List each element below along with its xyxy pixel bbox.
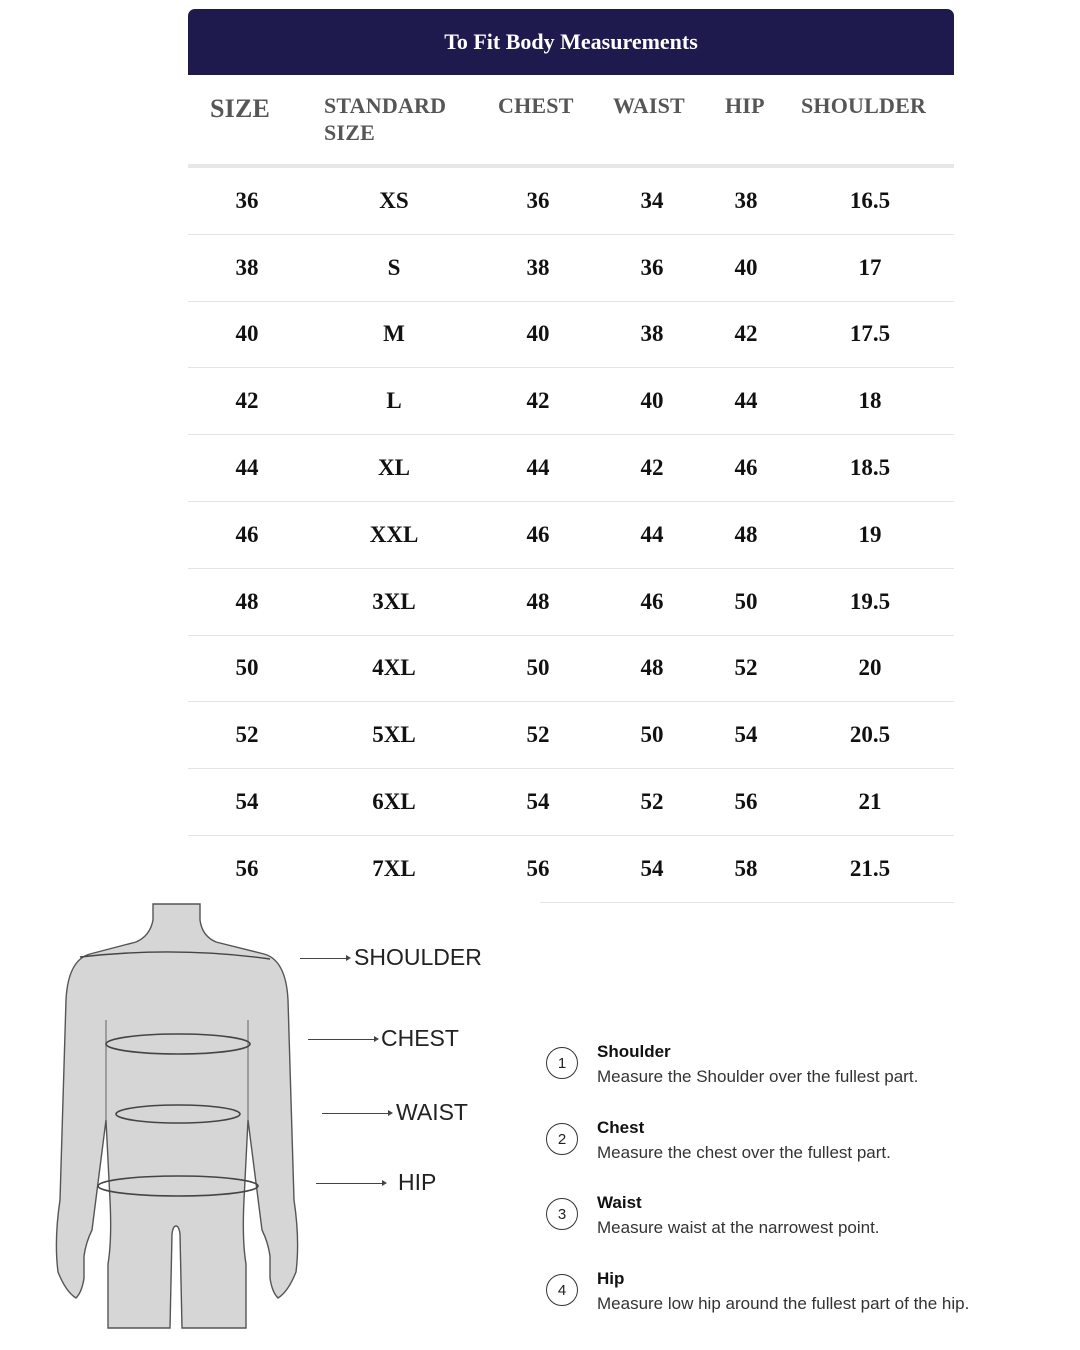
torso-silhouette (56, 904, 297, 1328)
cell-size: 56 (235, 856, 259, 882)
cell-size: 42 (235, 388, 259, 414)
cell-size: 40 (235, 321, 259, 347)
column-header-standard-line1: STANDARD (324, 93, 447, 118)
tip-number-badge: 2 (546, 1123, 578, 1155)
cell-standard-size: 6XL (372, 789, 416, 815)
table-row (188, 836, 954, 903)
cell-shoulder: 18 (858, 388, 882, 414)
cell-standard-size: L (386, 388, 402, 414)
column-header-hip: HIP (725, 93, 765, 118)
cell-chest: 52 (526, 722, 550, 748)
cell-hip: 46 (734, 455, 758, 481)
body-silhouette-figure (50, 900, 310, 1340)
cell-waist: 40 (640, 388, 664, 414)
cell-shoulder: 20 (858, 655, 882, 681)
cell-hip: 52 (734, 655, 758, 681)
cell-waist: 36 (640, 254, 664, 280)
cell-standard-size: 3XL (372, 588, 416, 614)
cell-hip: 48 (734, 521, 758, 547)
cell-shoulder: 17 (858, 254, 882, 280)
figure-label-chest: CHEST (381, 1025, 459, 1051)
cell-hip: 54 (734, 722, 758, 748)
cell-standard-size: 4XL (372, 655, 416, 681)
cell-chest: 54 (526, 789, 550, 815)
table-row (188, 435, 954, 502)
cell-chest: 42 (526, 388, 550, 414)
table-row (188, 502, 954, 569)
cell-hip: 58 (734, 856, 758, 882)
cell-standard-size: XS (379, 187, 409, 213)
figure-label-shoulder: SHOULDER (354, 944, 482, 970)
cell-waist: 38 (640, 321, 664, 347)
cell-waist: 46 (640, 588, 664, 614)
hip-arrow-icon (316, 1183, 384, 1184)
cell-chest: 38 (526, 254, 550, 280)
table-row (188, 769, 954, 836)
cell-standard-size: XL (378, 455, 410, 481)
table-row (188, 569, 954, 636)
cell-waist: 44 (640, 521, 664, 547)
cell-hip: 56 (734, 789, 758, 815)
cell-size: 54 (235, 789, 259, 815)
table-row (188, 702, 954, 769)
cell-shoulder: 17.5 (849, 321, 891, 347)
cell-size: 50 (235, 655, 259, 681)
cell-standard-size: S (387, 254, 401, 280)
tip-text: Measure waist at the narrowest point. (597, 1218, 880, 1237)
cell-standard-size: M (383, 321, 405, 347)
cell-waist: 48 (640, 655, 664, 681)
table-row (188, 168, 954, 235)
cell-chest: 44 (526, 455, 550, 481)
table-row (188, 368, 954, 435)
tip-title: Waist (597, 1193, 642, 1212)
tip-text: Measure low hip around the fullest part of the hip. (597, 1294, 970, 1313)
tip-number-badge: 4 (546, 1274, 578, 1306)
cell-hip: 44 (734, 388, 758, 414)
tip-title: Shoulder (597, 1042, 671, 1061)
column-header-size: SIZE (210, 94, 271, 123)
cell-waist: 34 (640, 187, 664, 213)
cell-size: 48 (235, 588, 259, 614)
cell-waist: 52 (640, 789, 664, 815)
cell-chest: 40 (526, 321, 550, 347)
waist-arrow-icon (322, 1113, 390, 1114)
table-row (188, 302, 954, 369)
cell-size: 46 (235, 521, 259, 547)
cell-size: 36 (235, 187, 259, 213)
column-header-standard-size (324, 92, 446, 146)
cell-standard-size: 5XL (372, 722, 416, 748)
tip-text: Measure the Shoulder over the fullest part. (597, 1067, 919, 1086)
cell-chest: 36 (526, 187, 550, 213)
cell-shoulder: 16.5 (849, 187, 891, 213)
figure-label-hip: HIP (398, 1169, 437, 1195)
cell-shoulder: 21 (858, 789, 882, 815)
cell-waist: 54 (640, 856, 664, 882)
size-table-body (188, 168, 954, 903)
cell-hip: 42 (734, 321, 758, 347)
cell-hip: 38 (734, 187, 758, 213)
tip-text: Measure the chest over the fullest part. (597, 1143, 891, 1162)
table-bottom-divider (540, 902, 954, 903)
figure-label-waist: WAIST (396, 1099, 468, 1125)
table-row (188, 636, 954, 703)
column-header-shoulder: SHOULDER (801, 93, 927, 118)
cell-waist: 50 (640, 722, 664, 748)
cell-chest: 46 (526, 521, 550, 547)
cell-hip: 40 (734, 254, 758, 280)
tip-number-badge: 1 (546, 1047, 578, 1079)
shoulder-arrow-icon (300, 958, 348, 959)
cell-shoulder: 19 (858, 521, 882, 547)
column-header-chest: CHEST (498, 93, 574, 118)
cell-size: 52 (235, 722, 259, 748)
cell-size: 38 (235, 254, 259, 280)
column-header-waist: WAIST (613, 93, 685, 118)
cell-shoulder: 21.5 (849, 856, 891, 882)
table-title: To Fit Body Measurements (188, 9, 954, 75)
cell-hip: 50 (734, 588, 758, 614)
cell-chest: 50 (526, 655, 550, 681)
cell-chest: 56 (526, 856, 550, 882)
column-header-standard-line2: SIZE (324, 120, 375, 145)
cell-shoulder: 18.5 (849, 455, 891, 481)
cell-waist: 42 (640, 455, 664, 481)
tip-number-badge: 3 (546, 1198, 578, 1230)
cell-chest: 48 (526, 588, 550, 614)
tip-title: Chest (597, 1118, 645, 1137)
cell-standard-size: XXL (369, 521, 419, 547)
cell-shoulder: 20.5 (849, 722, 891, 748)
cell-standard-size: 7XL (372, 856, 416, 882)
cell-size: 44 (235, 455, 259, 481)
chest-arrow-icon (308, 1039, 376, 1040)
cell-shoulder: 19.5 (849, 588, 891, 614)
table-row (188, 235, 954, 302)
tip-title: Hip (597, 1269, 625, 1288)
